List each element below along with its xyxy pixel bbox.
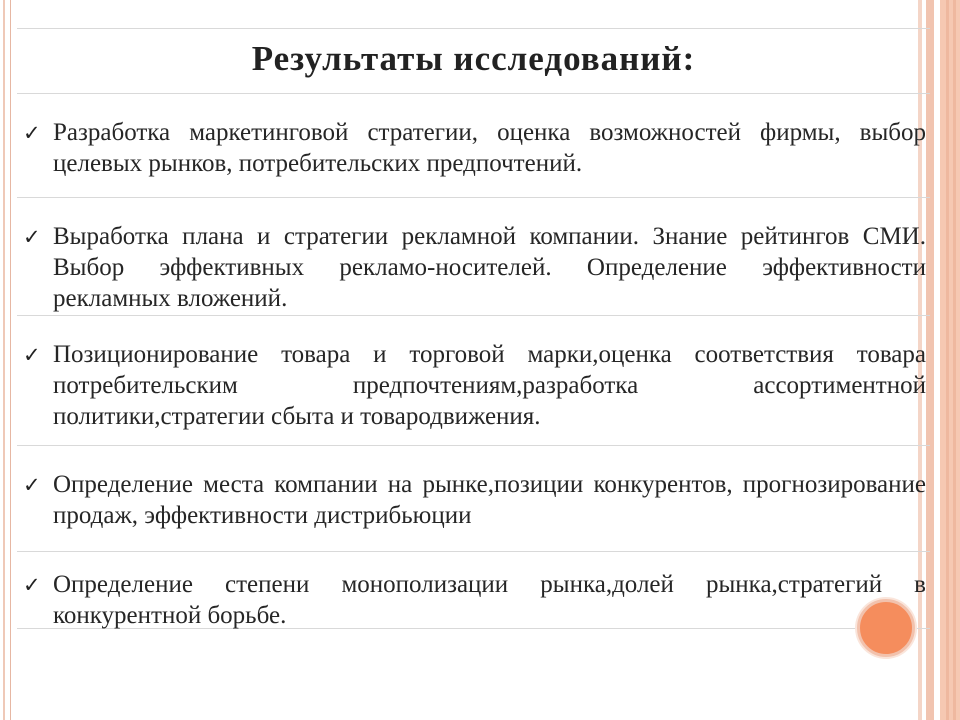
result-item-text: Определение места компании на рынке,позиции конкурентов, прогнозирование продаж, эффективности дистрибьюции [53, 471, 926, 529]
right-stripe [953, 0, 956, 720]
result-item [17, 316, 930, 446]
check-icon: ✓ [23, 573, 41, 597]
left-frame-line [3, 0, 5, 720]
check-icon: ✓ [23, 225, 41, 249]
result-item-text: Определение степени монополизации рынка,долей рынка,стратегий в конкурентной борьбе. [53, 571, 926, 629]
right-stripe [940, 0, 960, 720]
result-item [17, 552, 930, 628]
result-item [17, 94, 930, 198]
check-icon: ✓ [23, 343, 41, 367]
result-item-text: Разработка маркетинговой стратегии, оценка возможностей фирмы, выбор целевых рынков, потребительских предпочтений. [53, 119, 926, 177]
check-icon: ✓ [23, 473, 41, 497]
check-icon: ✓ [23, 121, 41, 145]
result-item [17, 446, 930, 552]
left-frame [0, 0, 11, 720]
result-item-text: Позиционирование товара и торговой марки,оценка соответствия товара потребительским предпочтениям,разработка ассортиментной политики,стратегии сбыта и товародвижения. [53, 341, 926, 430]
results-table [17, 28, 930, 629]
slide-title: Результаты исследований: [17, 29, 930, 94]
decorative-circle [857, 599, 915, 657]
result-item [17, 198, 930, 316]
right-stripe [946, 0, 949, 720]
result-item-text: Выработка плана и стратегии рекламной компании. Знание рейтингов СМИ. Выбор эффективных рекламо-носителей. Определение эффективности рекламных вложений. [53, 223, 926, 312]
